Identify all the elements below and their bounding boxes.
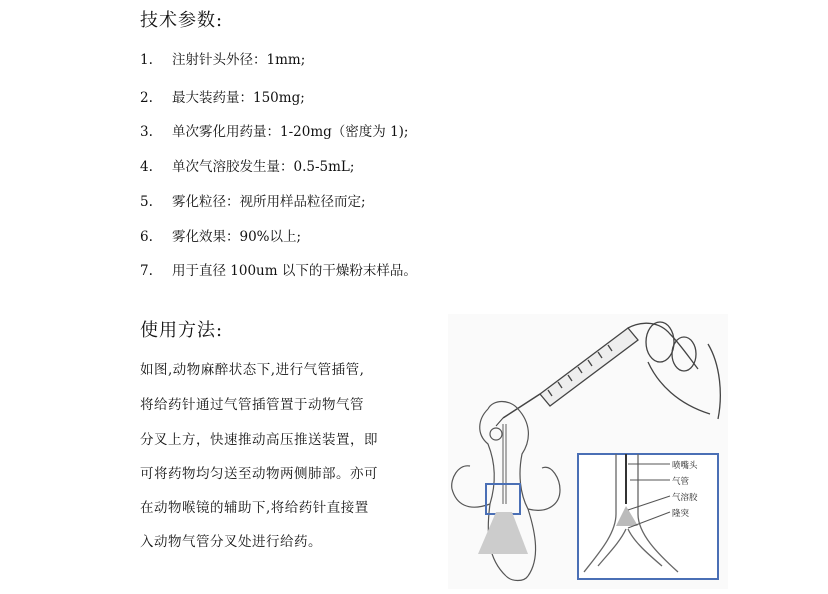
label-trachea: 气管 <box>672 477 690 487</box>
intratracheal-administration-illustration <box>448 314 728 589</box>
tech-params-heading: 技术参数: <box>140 10 224 31</box>
label-carina: 隆突 <box>672 509 690 519</box>
param-item-7: 7. 用于直径 100um 以下的干燥粉末样品。 <box>140 263 417 279</box>
param-item-4: 4. 单次气溶胶发生量：0.5-5mL; <box>140 159 355 175</box>
usage-line-2: 将给药针通过气管插管置于动物气管 <box>140 397 364 413</box>
param-item-5: 5. 雾化粒径：视所用样品粒径而定; <box>140 194 366 210</box>
param-item-6: 6. 雾化效果：90%以上; <box>140 229 302 245</box>
usage-line-5: 在动物喉镜的辅助下,将给药针直接置 <box>140 500 369 516</box>
usage-heading: 使用方法: <box>140 320 224 341</box>
label-nozzle: 喷嘴头 <box>672 461 698 471</box>
label-aerosol: 气溶胶 <box>672 493 698 503</box>
param-item-3: 3. 单次雾化用药量：1-20mg（密度为 1); <box>140 124 409 140</box>
usage-line-3: 分叉上方，快速推动高压推送装置，即 <box>140 432 378 448</box>
usage-line-1: 如图,动物麻醉状态下,进行气管插管, <box>140 362 365 378</box>
zoom-inset <box>578 454 718 579</box>
usage-line-6: 入动物气管分叉处进行给药。 <box>140 534 322 550</box>
param-item-2: 2. 最大装药量：150mg; <box>140 90 305 106</box>
param-item-1: 1. 注射针头外径：1mm; <box>140 52 306 68</box>
usage-line-4: 可将药物均匀送至动物两侧肺部。亦可 <box>140 466 378 482</box>
